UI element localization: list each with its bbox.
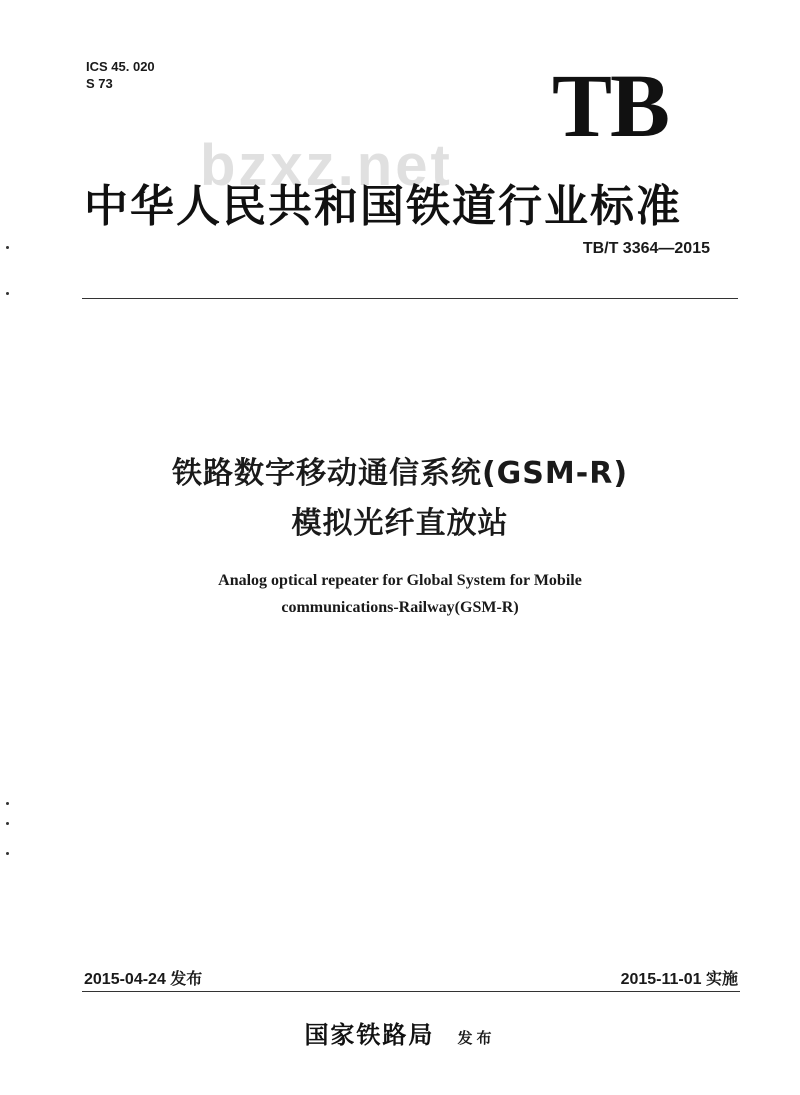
tb-logo: TB: [551, 57, 668, 156]
english-title-line-1: Analog optical repeater for Global System for Mobile: [218, 572, 582, 589]
publisher-action: 发布: [457, 1029, 496, 1047]
scan-speck: [6, 292, 9, 295]
scan-speck: [6, 802, 9, 805]
scan-speck: [6, 852, 9, 855]
header-divider: [82, 298, 738, 299]
chinese-title-line-2: 模拟光纤直放站: [291, 506, 509, 541]
footer-divider: [82, 991, 740, 992]
classification-codes: [86, 58, 155, 92]
publisher-name: 国家铁路局: [304, 1020, 435, 1049]
category-code: S 73: [86, 76, 113, 91]
standard-type-heading: 中华人民共和国铁道行业标准: [84, 181, 682, 232]
publisher: [0, 1015, 800, 1050]
english-title-line-2: communications-Railway(GSM-R): [281, 599, 519, 616]
chinese-title-line-1: 铁路数字移动通信系统(GSM-R): [171, 456, 629, 491]
issue-date: 2015-04-24 发布: [84, 971, 203, 988]
watermark: bzxz.net: [200, 133, 453, 198]
ics-code: ICS 45. 020: [86, 59, 155, 74]
scan-speck: [6, 822, 9, 825]
scan-speck: [6, 246, 9, 249]
standard-number: TB/T 3364—2015: [582, 240, 710, 257]
effective-date: 2015-11-01 实施: [620, 971, 738, 988]
